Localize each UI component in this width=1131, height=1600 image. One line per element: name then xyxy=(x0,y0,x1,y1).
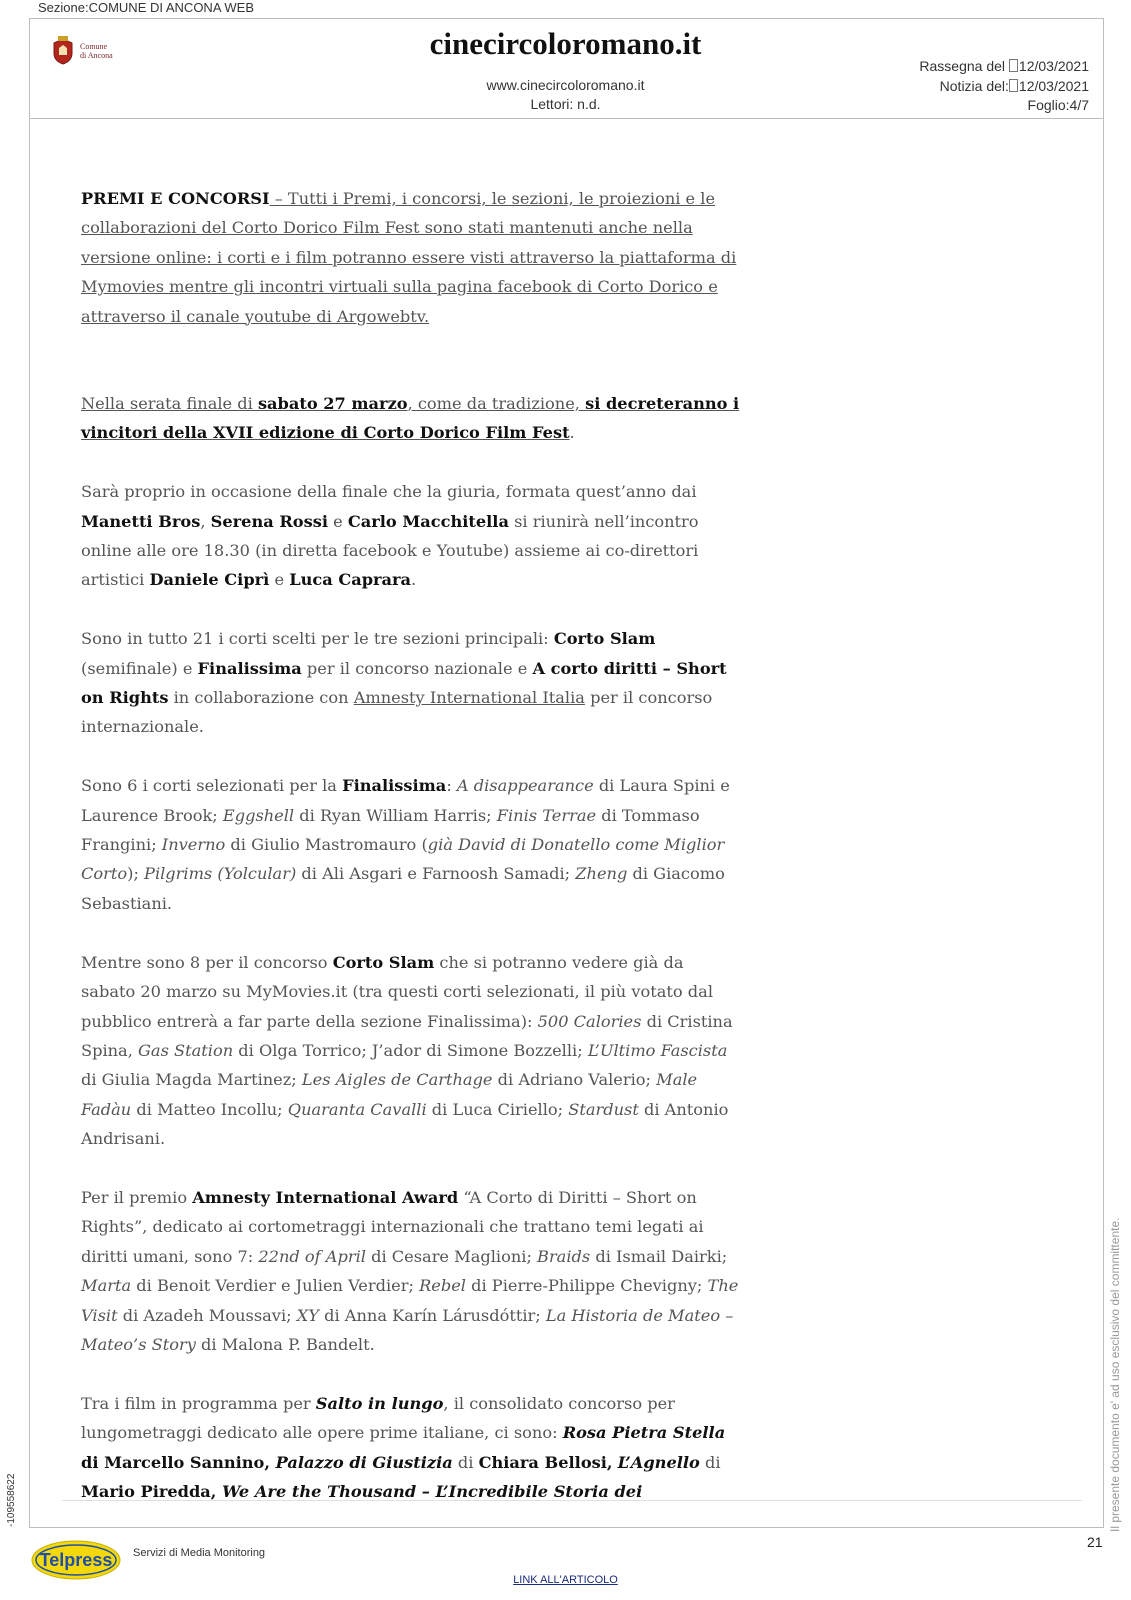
monitoring-label: Servizi di Media Monitoring xyxy=(133,1547,266,1559)
section-label: Sezione:COMUNE DI ANCONA WEB xyxy=(38,0,254,15)
telpress-wordmark: Telpress xyxy=(39,1550,113,1570)
paragraph-premi-concorsi: PREMI E CONCORSI – Tutti i Premi, i concorsi, le sezioni, le proiezioni e le collaborazioni del Corto Dorico Film Fest sono stati mantenuti anche nella versione online: i corti e i film potranno essere visti attraverso la piattaforma di Mymovies mentre gli incontri virtuali sulla pagina facebook di Corto Dorico e attraverso il canale youtube di Argowebtv. xyxy=(81,189,737,326)
press-review-meta xyxy=(919,57,1089,116)
article-body xyxy=(81,184,741,1536)
header-divider xyxy=(29,118,1104,119)
foglio: Foglio:4/7 xyxy=(1027,97,1089,113)
amnesty-link[interactable]: Amnesty International Italia xyxy=(353,688,585,708)
usage-note: Il presente documento e' ad uso esclusivo del committente. xyxy=(1108,1217,1122,1532)
logo-text-line1: Comune xyxy=(80,42,108,51)
site-url: www.cinecircoloromano.it xyxy=(486,77,645,93)
notizia-date-row: Notizia del: 12/03/2021 xyxy=(939,77,1089,94)
paragraph-giuria: Sarà proprio in occasione della finale che la giuria, formata quest’anno dai Manetti Bros, Serena Rossi e Carlo Macchitella si riunirà nell’incontro online alle ore 18.30 (in diretta facebook e Youtube) assieme ai co-direttori artistici Daniele Ciprì e Luca Caprara. xyxy=(81,482,699,590)
paragraph-salto-in-lungo: Tra i film in programma per Salto in lungo, il consolidato concorso per lungometraggi dedicato alle opere prime italiane, ci sono: Rosa Pietra Stella di Marcello Sannino, Palazzo di Giustizia di Chiara Bellosi, L’Agnello di Mario Piredda, We Are the Thousand – L’Incredibile Storia dei xyxy=(81,1393,726,1501)
logo-text-line2: di Ancona xyxy=(80,51,113,60)
document-id: -109558622 xyxy=(6,1473,17,1527)
readers-count: Lettori: n.d. xyxy=(530,96,601,112)
paragraph-corto-slam: Mentre sono 8 per il concorso Corto Slam che si potranno vedere già da sabato 20 marzo su MyMovies.it (tra questi corti selezionati, il più votato dal pubblico entrerà a far parte della sezione Finalissima): 500 Calories di Cristina Spina, Gas Station di Olga Torrico; J’ador di Simone Bozzelli; L’Ultimo Fascista di Giulia Magda Martinez; Les Aigles de Carthage di Adriano Valerio; Male Fadàu di Matteo Incollu; Quaranta Cavalli di Luca Ciriello; Stardust di Antonio Andrisani. xyxy=(81,952,733,1149)
site-title: cinecircoloromano.it xyxy=(429,26,702,61)
bottom-divider xyxy=(62,1500,1082,1501)
paragraph-finalissima: Sono 6 i corti selezionati per la Finalissima: A disappearance di Laura Spini e Laurence Brook; Eggshell di Ryan William Harris; Finis Terrae di Tommaso Frangini; Inverno di Giulio Mastromauro (già David di Donatello come Miglior Corto); Pilgrims (Yolcular) di Ali Asgari e Farnoosh Samadi; Zheng di Giacomo Sebastiani. xyxy=(81,776,730,913)
paragraph-amnesty-award: Per il premio Amnesty International Award “A Corto di Diritti – Short on Rights”, dedicato ai cortometraggi internazionali che trattano temi legati ai diritti umani, sono 7: 22nd of April di Cesare Maglioni; Braids di Ismail Dairki; Marta di Benoit Verdier e Julien Verdier; Rebel di Pierre-Philippe Chevigny; The Visit di Azadeh Moussavi; XY di Anna Karín Lárusdóttir; La Historia de Mateo – Mateo’s Story di Malona P. Bandelt. xyxy=(81,1187,739,1354)
article-link[interactable]: LINK ALL'ARTICOLO xyxy=(513,1574,618,1586)
page-number: 21 xyxy=(1087,1534,1103,1550)
paragraph-serata-finale: Nella serata finale di sabato 27 marzo, come da tradizione, si decreteranno i vincitori della XVII edizione di Corto Dorico Film Fest. xyxy=(81,394,740,443)
paragraph-sezioni: Sono in tutto 21 i corti scelti per le tre sezioni principali: Corto Slam (semifinale) e Finalissima per il concorso nazionale e A corto diritti – Short on Rights in collaborazione con Amnesty International Italia per il concorso internazionale. xyxy=(81,629,727,737)
rassegna-date-row: Rassegna del 12/03/2021 xyxy=(919,58,1089,74)
checkbox-icon xyxy=(1009,59,1018,72)
checkbox-icon xyxy=(1009,79,1018,92)
